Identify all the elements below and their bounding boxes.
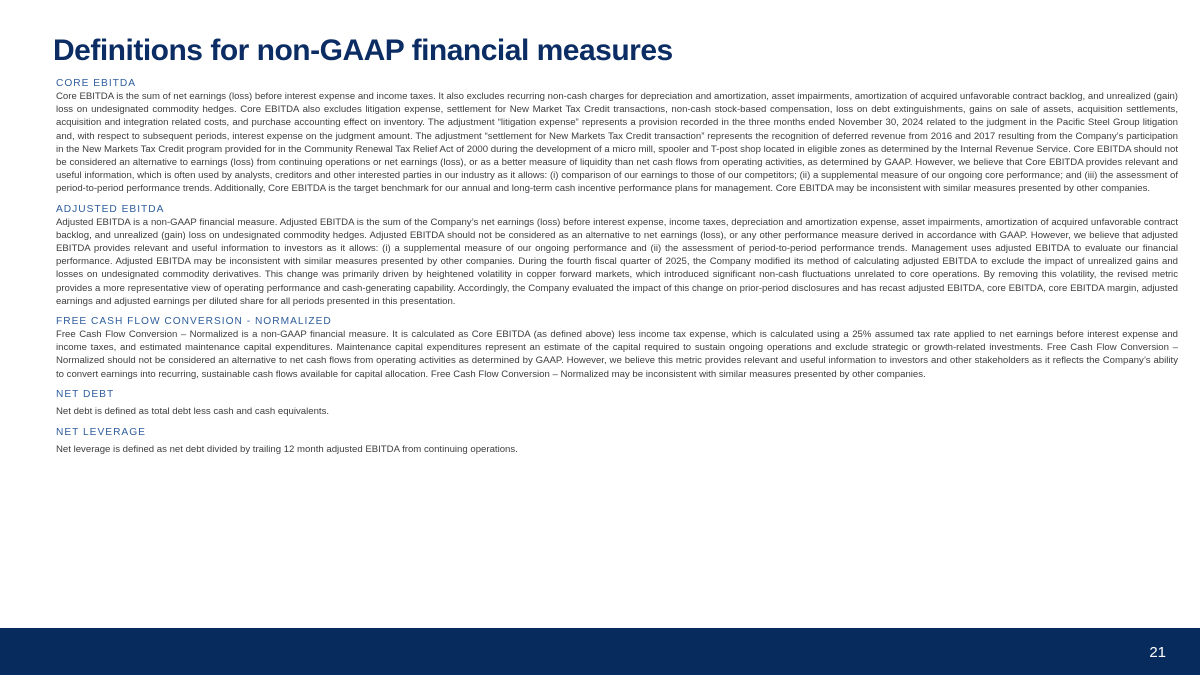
section-heading-net-leverage: NET LEVERAGE <box>56 427 146 439</box>
section-core-ebitda <box>56 77 1178 196</box>
section-text-adjusted-ebitda: Adjusted EBITDA is a non-GAAP financial measure. Adjusted EBITDA is the sum of the Company’s net earnings (loss) before interest expense, income taxes, depreciation and amortization expense, asset impairments, amortization of acquired unfavorable contract backlog, and unrealized (gain) loss on undesignated commodity hedges. Adjusted EBITDA should not be considered as an alternative to net earnings (loss), or any other performance measure derived in accordance with GAAP. However, we believe that adjusted EBITDA provides relevant and useful information to investors as it allows: (i) a supplemental measure of our ongoing performance and (ii) the assessment of period-to-period performance trends. Management uses adjusted EBITDA to evaluate our financial performance. Adjusted EBITDA may be inconsistent with similar measures presented by other companies. During the fourth fiscal quarter of 2025, the Company modified its method of calculating adjusted EBITDA to exclude the impact of unrealized gains and losses on undesignated commodity derivatives. This change was primarily driven by heightened volatility in copper forward markets, which introduced significant non-cash fluctuations unrelated to core operations. By removing this volatility, the revised metric provides a more representative view of operating performance and cash-generating capability. Accordingly, the Company evaluated the impact of this change on prior-period disclosures and has recast adjusted EBITDA, core EBITDA, core EBITDA margin, adjusted earnings and adjusted earnings per diluted share for all periods presented in this presentation. <box>56 216 1178 307</box>
definitions-content <box>56 77 1178 464</box>
section-heading-core-ebitda: CORE EBITDA <box>56 78 137 89</box>
page-number: 21 <box>1149 644 1166 661</box>
section-net-debt <box>56 388 1178 418</box>
section-net-leverage <box>56 426 1178 456</box>
section-text-net-leverage: Net leverage is defined as net debt divided by trailing 12 month adjusted EBITDA from continuing operations. <box>56 444 518 456</box>
section-heading-free-cash-flow-conversion: FREE CASH FLOW CONVERSION - NORMALIZED <box>56 316 332 328</box>
section-adjusted-ebitda <box>56 203 1178 308</box>
section-heading-net-debt: NET DEBT <box>56 388 115 400</box>
section-text-net-debt: Net debt is defined as total debt less cash and cash equivalents. <box>56 405 330 417</box>
footer-bar <box>0 628 1200 675</box>
section-text-free-cash-flow-conversion: Free Cash Flow Conversion – Normalized is a non-GAAP financial measure. It is calculated as Core EBITDA (as defined above) less income tax expense, which is calculated using a 25% assumed tax rate applied to net earnings before interest expense and income taxes, and estimated maintenance capital expenditures. Maintenance capital expenditures represent an estimate of the capital required to sustain ongoing operations and exclude strategic or growth-related investments. Free Cash Flow Conversion – Normalized should not be considered an alternative to net cash flows from operating activities as determined by GAAP. However, we believe this metric provides relevant and useful information to investors and other stakeholders as it reflects the Company’s ability to convert earnings into recurring, sustainable cash flows available for capital allocation. Free Cash Flow Conversion – Normalized may be inconsistent with similar measures presented by other companies. <box>56 329 1178 380</box>
section-free-cash-flow-conversion <box>56 315 1178 381</box>
section-heading-adjusted-ebitda: ADJUSTED EBITDA <box>56 203 165 215</box>
section-text-core-ebitda: Core EBITDA is the sum of net earnings (loss) before interest expense and income taxes. It also excludes recurring non-cash charges for depreciation and amortization, asset impairments, amortization of acquired unfavorable contract backlog, and unrealized (gain) loss on undesignated commodity hedges. Core EBITDA also excludes litigation expense, settlement for New Market Tax Credit transactions, non-cash stock-based compensation, loss on debt extinguishments, gains on sale of assets, acquisition settlements, acquisition and integration related costs, and purchase accounting effect on inventory. The adjustment “litigation expense” represents a provision recorded in the three months ended November 30, 2024 related to the judgment in the Pacific Steel Group litigation and, with respect to subsequent periods, interest expense on the judgment amount. The adjustment “settlement for New Markets Tax Credit transaction” represents the recognition of deferred revenue from 2016 and 2017 resulting from the Company’s participation in the New Markets Tax Credit program provided for in the Community Renewal Tax Relief Act of 2000 during the development of a micro mill, spooler and T-post shop located in eligible zones as determined by the Internal Revenue Service. Core EBITDA should not be considered an alternative to earnings (loss) from continuing operations or net earnings (loss), or as a better measure of liquidity than net cash flows from operating activities, as determined by GAAP. However, we believe that Core EBITDA provides relevant and useful information, which is often used by analysts, creditors and other interested parties in our industry as it allows: (i) comparison of our earnings to those of our competitors; (ii) a supplemental measure of our ongoing core performance; and (iii) the assessment of period-to-period performance trends. Additionally, Core EBITDA is the target benchmark for our annual and long-term cash incentive performance plans for management. Core EBITDA may be inconsistent with similar measures presented by other companies. <box>56 91 1178 195</box>
page-title: Definitions for non-GAAP financial measures <box>53 34 673 67</box>
